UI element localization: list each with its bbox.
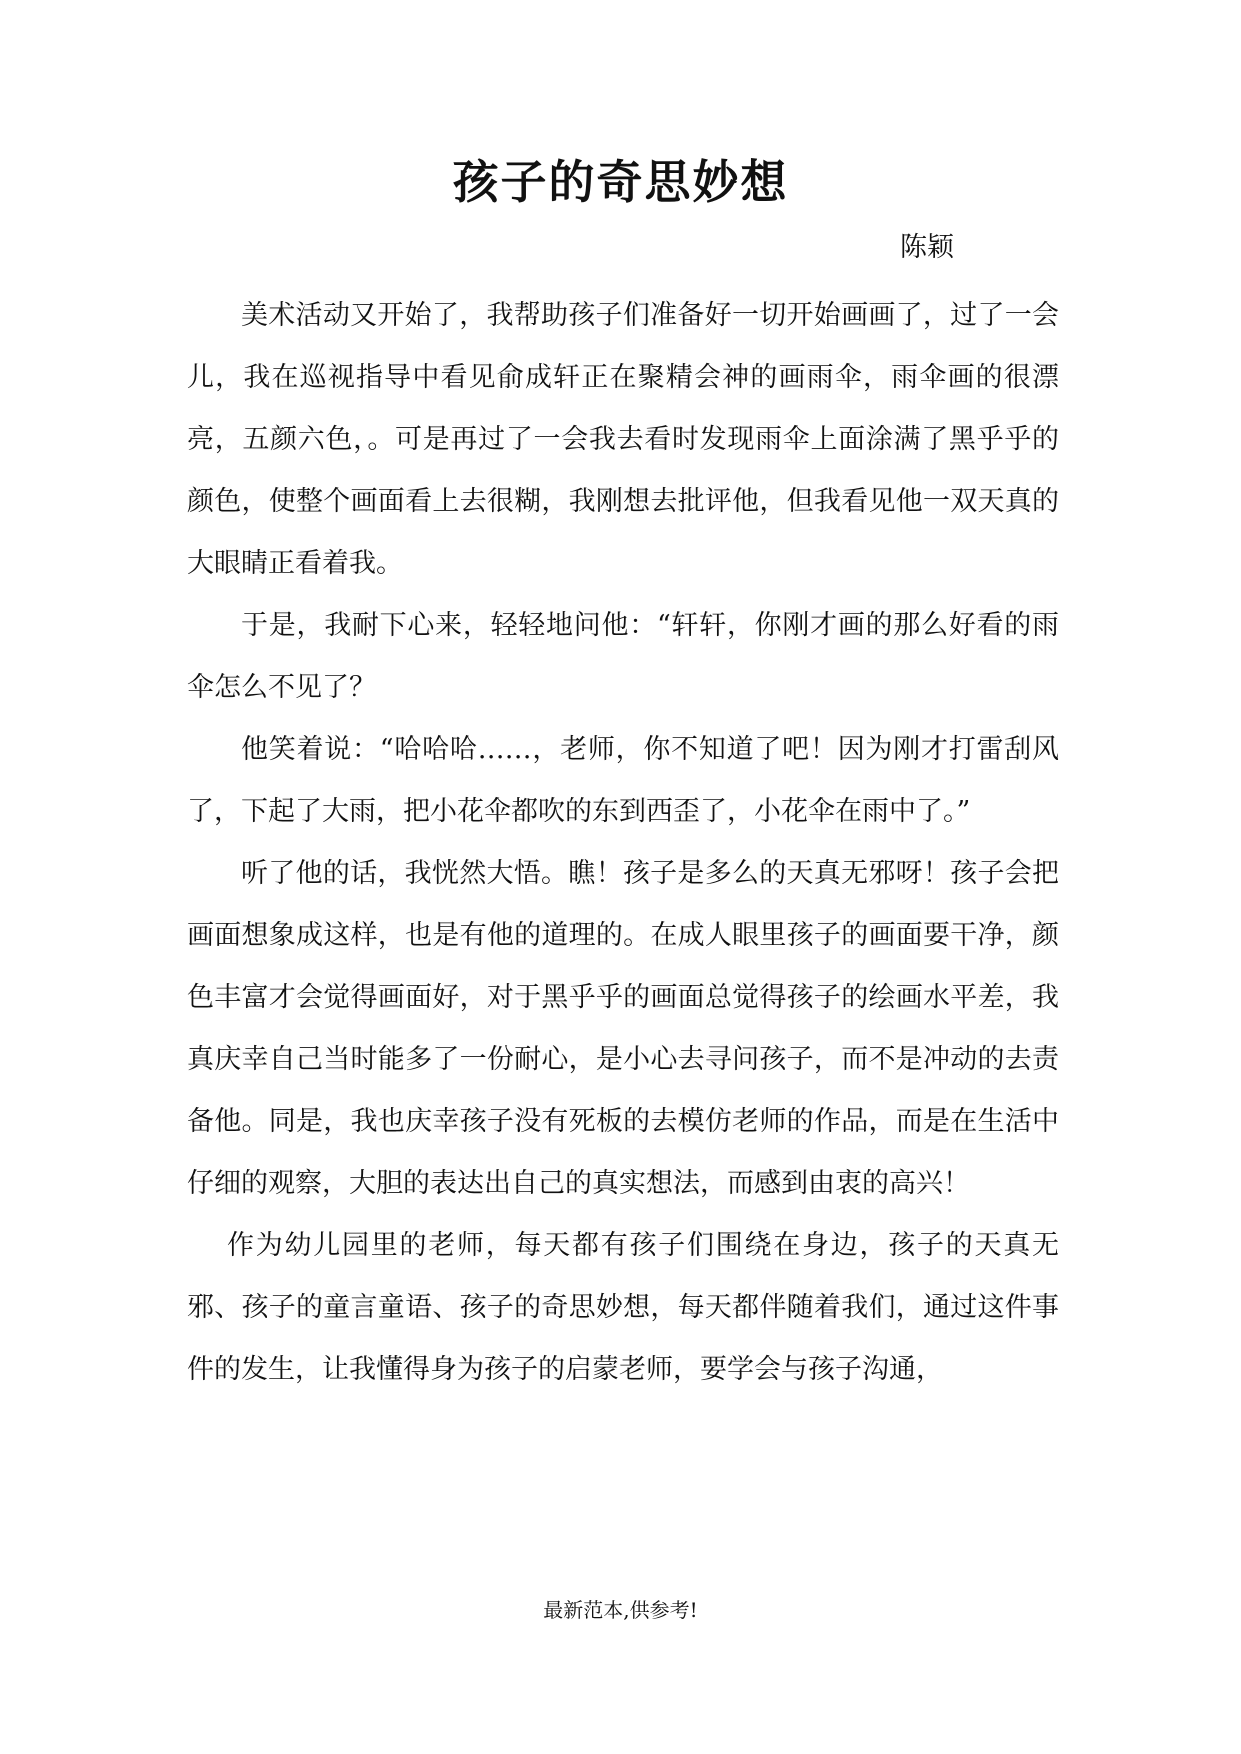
paragraph-3: 他笑着说：“哈哈哈……，老师，你不知道了吧！因为刚才打雷刮风了，下起了大雨，把小花伞都吹的东到西歪了，小花伞在雨中了。” [187,734,1059,827]
paragraph-2: 于是，我耐下心来，轻轻地问他：“轩轩，你刚才画的那么好看的雨伞怎么不见了？ [187,610,1059,703]
document-title: 孩子的奇思妙想 [452,155,789,209]
paragraph-5: 作为幼儿园里的老师，每天都有孩子们围绕在身边，孩子的天真无邪、孩子的童言童语、孩子的奇思妙想，每天都伴随着我们，通过这件事件的发生，让我懂得身为孩子的启蒙老师，要学会与孩子沟通， [187,1230,1059,1385]
paragraph-1: 美术活动又开始了，我帮助孩子们准备好一切开始画画了，过了一会儿，我在巡视指导中看见俞成轩正在聚精会神的画雨伞，雨伞画的很漂亮，五颜六色，。可是再过了一会我去看时发现雨伞上面涂满了黑乎乎的颜色，使整个画面看上去很糊，我刚想去批评他，但我看见他一双天真的大眼睛正看着我。 [187,300,1059,579]
paragraph-4: 听了他的话，我恍然大悟。瞧！孩子是多么的天真无邪呀！孩子会把画面想象成这样，也是有他的道理的。在成人眼里孩子的画面要干净，颜色丰富才会觉得画面好，对于黑乎乎的画面总觉得孩子的绘画水平差，我真庆幸自己当时能多了一份耐心，是小心去寻问孩子，而不是冲动的去责备他。同是，我也庆幸孩子没有死板的去模仿老师的作品，而是在生活中仔细的观察，大胆的表达出自己的真实想法，而感到由衷的高兴！ [187,858,1059,1199]
page-footer: 最新范本,供参考! [543,1598,698,1622]
document-body [187,285,1059,1401]
document-author: 陈颖 [900,232,954,263]
